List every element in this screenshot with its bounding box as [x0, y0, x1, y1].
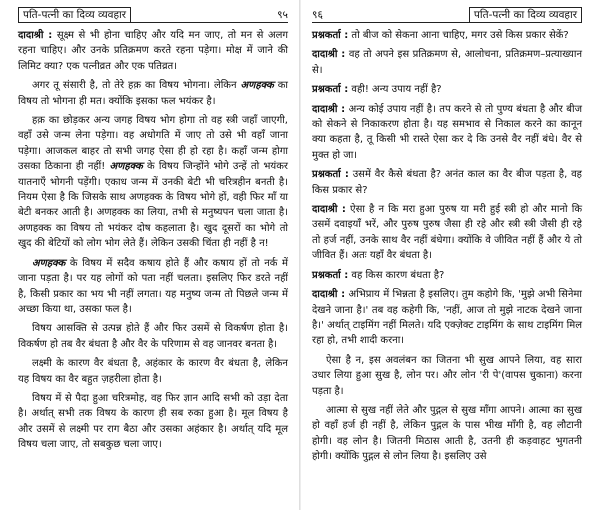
left-paragraph-6: [18, 356, 288, 387]
right-paragraph-3: [312, 82, 582, 97]
speaker-label: प्रश्नकर्ता :: [312, 269, 349, 281]
italic-term: अणहक्क: [240, 80, 274, 92]
left-page-body: [18, 28, 288, 453]
paragraph-text: अगर तू संसारी है, तो तेरे हक़ का विषय भोगना। लेकिन: [32, 80, 241, 92]
paragraph-text: सूक्ष्म से भी होना चाहिए और यदि मन जाए, तो मन से अलग रहना चाहिए। और उनके प्रतिक्रमण करते रहना पड़ेगा। मोक्ष में जाने की लिमिट क्या? एक पत्नीव्रत और एक पतिव्रत।: [18, 30, 288, 72]
speaker-label: दादाश्री :: [312, 289, 346, 301]
paragraph-text: विषय में से पैदा हुआ चरित्रमोह, वह फिर ज्ञान आदि सभी को उड़ा देता है। अर्थात् सभी तक विषय के कारण ही सब रुका हुआ है। मूल विषय है और उसमें से लक्ष्मी पर राग बैठा और उसका अहंकार है। अर्थात् यदि मूल विषय चला जाए, तो सबकुछ चला जाए।: [18, 392, 288, 451]
paragraph-text: ऐसा है न कि मरा हुआ पुरुष या मरी हुई स्त्री हो और मानो कि उसमें दवाइयाँ भरें, और पुरुष पुरुष जैसा ही रहे और स्त्री स्त्री जैसी ही रहे तो हर्ज नहीं, उनके साथ वैर नहीं बंधेगा। क्योंकि वे जीवित नहीं हैं और ये तो जीवित हैं। अतः यहाँ वैर बंधता है।: [312, 204, 582, 262]
right-paragraph-9: [312, 353, 582, 399]
paragraph-text: वही! अन्य उपाय नहीं है?: [348, 84, 442, 96]
left-paragraph-4: [18, 256, 288, 318]
left-paragraph-1: [18, 28, 288, 74]
left-paragraph-5: [18, 321, 288, 352]
speaker-label: दादाश्री :: [312, 103, 346, 115]
paragraph-text: लक्ष्मी के कारण वैर बंधता है, अहंकार के कारण वैर बंधता है, लेकिन यह विषय का वैर बहुत ज़हरीला होता है।: [18, 358, 288, 385]
speaker-label: दादाश्री :: [312, 204, 346, 216]
left-paragraph-2: [18, 78, 288, 109]
left-header-title: पति-पत्नी का दिव्य व्यवहार: [18, 7, 131, 22]
paragraph-text: के विषय जिन्होंने भोगे उन्हें तो भयंकर यातनाएँ भोगनी पड़ेंगी। एकाध जन्म में उनकी बेटी भी चरित्रहीन बनती है। नियम ऐसा है कि जिसके साथ अणहक्क के विषय भोगे हों, वही फिर माँ या बेटी बनकर आती है। अणहक्क का लिया, तभी से मनुष्यपन चला जाता है। अणहक्क का विषय तो भयंकर दोष कहलाता है। खुद दूसरों का भोगे तो खुद की बेटियों को लोग भोग लेते हैं। लेकिन उसकी चिंता ही नहीं है न!: [18, 161, 289, 250]
paragraph-text: अभिप्राय में भिन्नता है इसलिए। तुम कहोगे कि, 'मुझे अभी सिनेमा देखने जाना है।' तब वह कहेगी कि, 'नहीं, आज तो मुझे नाटक देखने जाना है।' अर्थात् टाइमिंग नहीं मिलते। यदि एक्ज़ेक्ट टाइमिंग के साथ टाइमिंग मिल रहा हो, तभी शादी करना।: [312, 289, 582, 347]
speaker-label: प्रश्नकर्ता :: [312, 169, 349, 181]
right-page-number: ९६: [312, 9, 323, 21]
speaker-label: प्रश्नकर्ता :: [312, 84, 349, 96]
paragraph-text: वह किस कारण बंधता है?: [348, 269, 445, 281]
right-page-header: [312, 6, 582, 23]
paragraph-text: तो बीज को सेकना आना चाहिए, मगर उसे किस प्रकार सेकें?: [348, 30, 569, 41]
paragraph-text: ऐसा है न, इस अवलंबन का जितना भी सुख आपने लिया, वह सारा उधार लिया हुआ सुख है, लोन पर। और लोन 'री पे'(वापस चुकाना) करना पड़ता है।: [312, 354, 582, 397]
left-page-number: ९५: [277, 9, 288, 21]
italic-term: अणहक्क: [32, 257, 66, 269]
right-header-title: पति-पत्नी का दिव्य व्यवहार: [469, 7, 582, 22]
right-paragraph-4: [312, 102, 582, 164]
left-paragraph-3: [18, 113, 288, 252]
right-paragraph-8: [312, 287, 582, 349]
paragraph-text: उसमें वैर कैसे बंधता है? अनंत काल का वैर बीज पड़ता है, वह किस प्रकार से?: [312, 169, 582, 196]
paragraph-text: विषय आसक्ति से उत्पन्न होते हैं और फिर उसमें से विकर्षण होता है। विकर्षण हो तब वैर बंधता है और वैर के परिणाम से वह जानवर बनता है।: [18, 323, 288, 350]
right-paragraph-6: [312, 202, 582, 264]
paragraph-text: अन्य कोई उपाय नहीं है। तप करने से तो पुण्य बंधता है और बीज को सेकने से निकाकरण होता है। यह समभाव से निकाल करने का कानून क्या कहता है, तू किसी भी रास्ते ऐसा कर दे कि उनसे वैर नहीं बंधे। वैर से मुक्त हो जा।: [312, 103, 583, 161]
left-page-header: [18, 6, 288, 23]
right-paragraph-5: [312, 167, 582, 198]
italic-term: अणहक्क: [109, 161, 143, 173]
speaker-label: प्रश्नकर्ता :: [312, 30, 349, 41]
right-page-body: [312, 28, 582, 465]
paragraph-text: का विषय तो भोगना ही मत। क्योंकि इसका फल भयंकर है।: [18, 80, 289, 107]
speaker-label: दादाश्री :: [312, 49, 346, 61]
paragraph-text: आत्मा से सुख नहीं लेते और पुद्गल से सुख माँगा आपने। आत्मा का सुख हो वहाँ हर्ज ही नहीं है, लेकिन पुद्गल के पास भीख माँगी है, वह लौटानी होगी। वह लोन है। जितनी मिठास आती है, उतनी ही कड़वाहट भुगतनी होगी। क्योंकि पुद्गल से लोन लिया है। इसलिए उसे: [312, 404, 582, 463]
left-paragraph-7: [18, 391, 288, 453]
speaker-label: दादाश्री :: [18, 30, 53, 41]
right-page: [300, 0, 600, 510]
right-paragraph-10: [312, 403, 582, 465]
right-paragraph-7: [312, 268, 582, 283]
paragraph-text: वह तो अपने इस प्रतिक्रमण से, आलोचना, प्रतिक्रमण–प्रत्याख्यान से।: [312, 49, 582, 76]
paragraph-text: के विषय में सदैव कषाय होते हैं और कषाय हों तो नर्क में जाना पड़ता है। पर यह लोगों को पता नहीं चलता। इसलिए फिर डरते नहीं है, किसी प्रकार का भय भी नहीं लगता। यह मनुष्य जन्म तो पिछले जन्म में अच्छा किया था, उसका फल है।: [18, 257, 288, 315]
right-paragraph-1: [312, 28, 582, 43]
right-paragraph-2: [312, 47, 582, 78]
paragraph-text: हक़ का छोड़कर अन्य जगह विषय भोग होगा तो वह स्त्री जहाँ जाएगी, वहाँ उसे जन्म लेना पड़ेगा। वह अधोगति में जाए तो उसे भी वहाँ जाना पड़ेगा। आजकल बाहर तो सभी जगह ऐसा ही हो रहा है। कहाँ जन्म होगा उसका ठिकाना ही नहीं!: [18, 115, 288, 173]
